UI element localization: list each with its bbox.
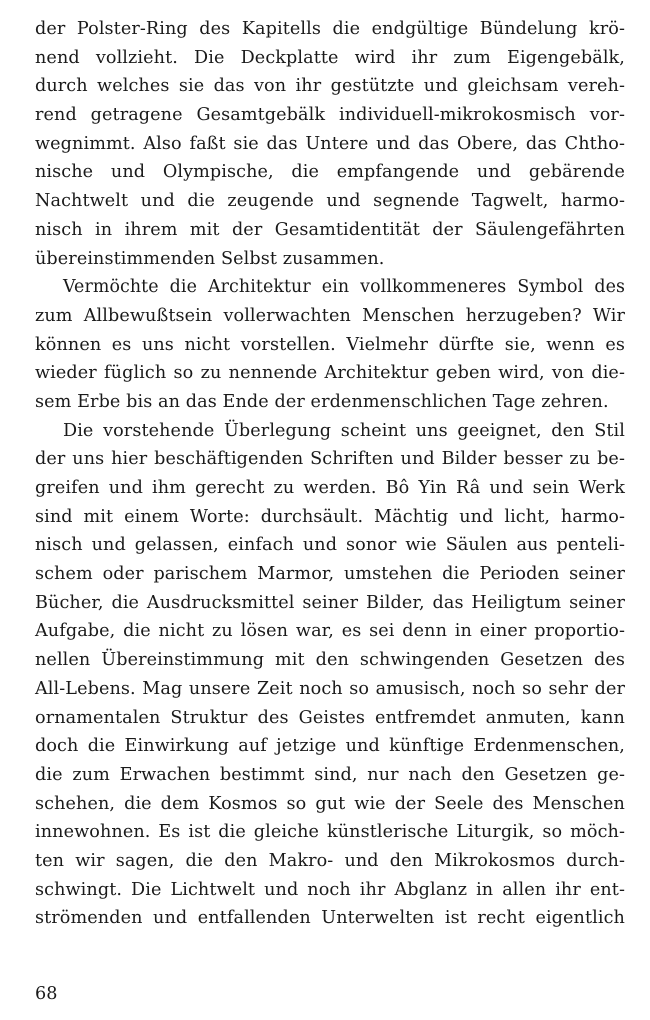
- text-line: Bücher, die Ausdrucksmittel seiner Bilder, das Heiligtum seiner: [35, 592, 625, 613]
- text-line: nisch und gelassen, einfach und sonor wie Säulen aus penteli-: [35, 535, 625, 556]
- text-line: Nachtwelt und die zeugende und segnende Tagwelt, harmo-: [35, 191, 625, 212]
- text-line: innewohnen. Es ist die gleiche künstlerische Liturgik, so möch-: [35, 822, 625, 843]
- page-number: 68: [35, 984, 58, 1004]
- text-line: greifen und ihm gerecht zu werden. Bô Yin Râ und sein Werk: [35, 478, 625, 498]
- paragraph-3: [35, 417, 625, 933]
- text-line: nellen Übereinstimmung mit den schwingenden Gesetzen des: [35, 650, 625, 671]
- text-line: schem oder parischem Marmor, umstehen die Perioden seiner: [35, 564, 625, 585]
- text-line: ten wir sagen, die den Makro- und den Mikrokosmos durch-: [35, 850, 625, 871]
- text-line: sem Erbe bis an das Ende der erdenmenschlichen Tage zehren.: [35, 391, 609, 412]
- text-line: die zum Erwachen bestimmt sind, nur nach den Gesetzen ge-: [35, 764, 625, 785]
- text-line: schehen, die dem Kosmos so gut wie der Seele des Menschen: [35, 793, 625, 814]
- text-line: wegnimmt. Also faßt sie das Untere und das Obere, das Chtho-: [35, 133, 625, 154]
- text-line: Aufgabe, die nicht zu lösen war, es sei denn in einer proportio-: [35, 621, 625, 642]
- text-line: nisch in ihrem mit der Gesamtidentität der Säulengefährten: [35, 219, 625, 240]
- text-line: doch die Einwirkung auf jetzige und künftige Erdenmenschen,: [35, 736, 625, 757]
- text-line: Vermöchte die Architektur ein vollkommeneres Symbol des: [63, 277, 625, 298]
- text-line: ornamentalen Struktur des Geistes entfremdet anmuten, kann: [35, 707, 625, 728]
- body-text: [35, 15, 625, 933]
- text-line: zum Allbewußtsein vollerwachten Menschen herzugeben? Wir: [35, 305, 625, 326]
- text-line: wieder füglich so zu nennende Architektur geben wird, von die-: [35, 363, 625, 384]
- text-line: strömenden und entfallenden Unterwelten ist recht eigentlich: [35, 908, 625, 929]
- text-line: nische und Olympische, die empfangende und gebärende: [35, 162, 625, 183]
- paragraph-1: [35, 15, 625, 273]
- text-line: können es uns nicht vorstellen. Vielmehr dürfte sie, wenn es: [35, 334, 625, 355]
- text-line: der Polster-Ring des Kapitells die endgültige Bündelung krö-: [35, 19, 625, 39]
- text-line: nend vollzieht. Die Deckplatte wird ihr zum Eigengebälk,: [35, 47, 625, 68]
- text-line: All-Lebens. Mag unsere Zeit noch so amusisch, noch so sehr der: [35, 678, 625, 699]
- text-line: übereinstimmenden Selbst zusammen.: [35, 248, 385, 269]
- paragraph-2: [35, 273, 625, 416]
- text-line: schwingt. Die Lichtwelt und noch ihr Abglanz in allen ihr ent-: [35, 879, 625, 900]
- text-line: der uns hier beschäftigenden Schriften und Bilder besser zu be-: [35, 449, 625, 470]
- text-line: sind mit einem Worte: durchsäult. Mächtig und licht, harmo-: [35, 506, 625, 527]
- text-line: Die vorstehende Überlegung scheint uns geeignet, den Stil: [63, 420, 625, 441]
- text-line: rend getragene Gesamtgebälk individuell-mikrokosmisch vor-: [35, 105, 625, 126]
- text-line: durch welches sie das von ihr gestützte und gleichsam vereh-: [35, 76, 625, 97]
